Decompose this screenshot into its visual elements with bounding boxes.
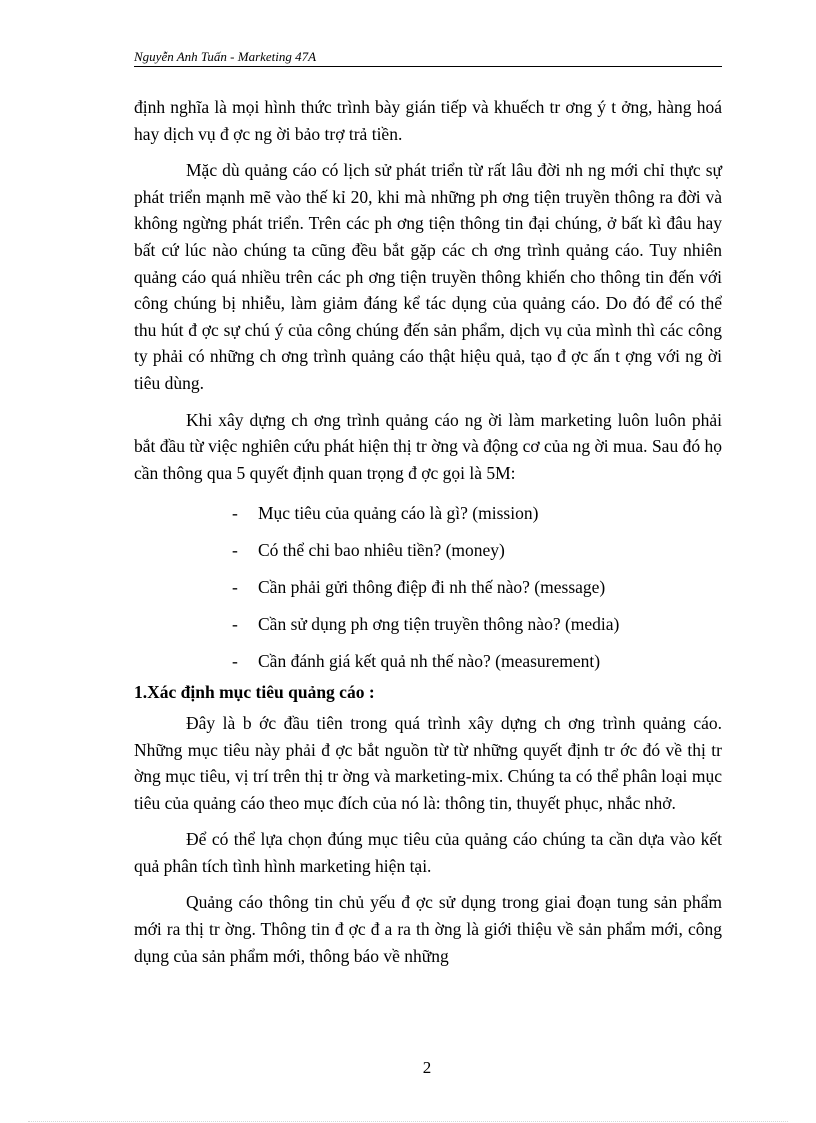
- paragraph-first-step: Đây là b ớc đầu tiên trong quá trình xây dựng ch ơng trình quảng cáo. Những mục tiêu này phải đ ợc bắt nguồn từ từ những quyết định tr ớc đó về thị tr ờng mục tiêu, vị trí trên thị tr ờng và marketing-mix. Chúng ta có thể phân loại mục tiêu của quảng cáo theo mục đích của nó là: thông tin, thuyết phục, nhắc nhở.: [134, 712, 722, 813]
- paragraph-history: Mặc dù quảng cáo có lịch sử phát triển từ rất lâu đời nh ng mới chỉ thực sự phát triển mạnh mẽ vào thế kỉ 20, khi mà những ph ơng tiện truyền thông ra đời và không ngừng phát triển. Trên các ph ơng tiện thông tin đại chúng, ở bất kì đâu hay bất cứ lúc nào chúng ta cũng đều bắt gặp các ch ơng trình quảng cáo. Tuy nhiên quảng cáo quá nhiều trên các ph ơng tiện truyền thông khiến cho thông tin đến với công chúng bị nhiễu, làm giảm đáng kể tác dụng của quảng cáo. Do đó để có thể thu hút đ ợc sự chú ý của công chúng đến sản phẩm, dịch vụ của mình thì các công ty phải có những ch ơng trình quảng cáo thật hiệu quả, tạo đ ợc ấn t ợng với ng ời tiêu dùng.: [134, 160, 722, 393]
- list-item: [232, 611, 722, 637]
- paragraph-definition: định nghĩa là mọi hình thức trình bày gián tiếp và khuếch tr ơng ý t ởng, hàng hoá hay dịch vụ đ ợc ng ời bảo trợ trả tiền.: [134, 97, 722, 144]
- page-bottom-divider: [28, 1121, 788, 1122]
- list-dash: -: [232, 540, 238, 561]
- page-number: 2: [422, 1058, 432, 1077]
- paragraph-choose-objective: Để có thể lựa chọn đúng mục tiêu của quảng cáo chúng ta cần dựa vào kết quả phân tích tình hình marketing hiện tại.: [134, 829, 722, 876]
- list-item-text: Cần đánh giá kết quả nh thế nào? (measurement): [258, 651, 601, 672]
- list-dash: -: [232, 651, 238, 672]
- list-dash: -: [232, 503, 238, 524]
- five-m-list: [134, 500, 722, 674]
- list-item-text: Có thể chi bao nhiêu tiền? (money): [258, 540, 505, 561]
- list-dash: -: [232, 614, 238, 635]
- list-item: [232, 648, 722, 674]
- document-body: [134, 94, 722, 979]
- paragraph-informative-ads: Quảng cáo thông tin chủ yếu đ ợc sử dụng trong giai đoạn tung sản phẩm mới ra thị tr ờng. Thông tin đ ợc đ a ra th ờng là giới thiệu về sản phẩm mới, công dụng của sản phẩm mới, thông báo về những: [134, 892, 722, 966]
- running-header: Nguyễn Anh Tuấn - Marketing 47A: [134, 49, 722, 67]
- list-item-text: Cần sử dụng ph ơng tiện truyền thông nào? (media): [258, 614, 620, 635]
- list-item: [232, 574, 722, 600]
- section-heading: 1.Xác định mục tiêu quảng cáo :: [134, 682, 375, 703]
- list-item-text: Cần phải gửi thông điệp đi nh thế nào? (message): [258, 577, 606, 598]
- list-dash: -: [232, 577, 238, 598]
- list-item: [232, 500, 722, 526]
- list-item-text: Mục tiêu của quảng cáo là gì? (mission): [258, 503, 539, 524]
- list-item: [232, 537, 722, 563]
- paragraph-5m-intro: Khi xây dựng ch ơng trình quảng cáo ng ời làm marketing luôn luôn phải bắt đầu từ việc nghiên cứu phát hiện thị tr ờng và động cơ của ng ời mua. Sau đó họ cần thông qua 5 quyết định quan trọng đ ợc gọi là 5M:: [134, 409, 722, 483]
